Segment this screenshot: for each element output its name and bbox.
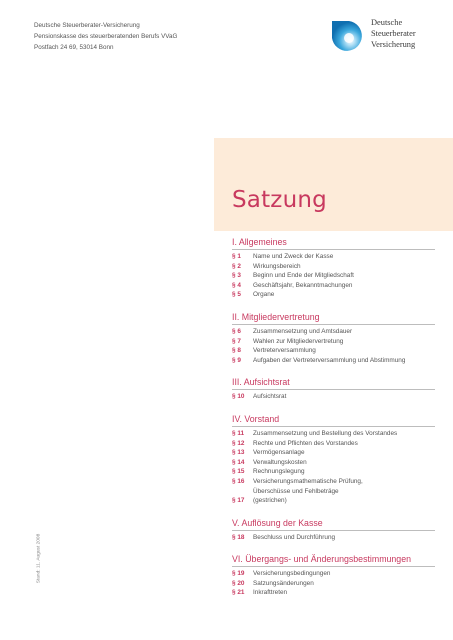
toc-item [232,327,447,337]
paragraph-title: Wirkungsbereich [253,262,301,270]
toc-item [232,252,447,262]
paragraph-number: § 6 [232,327,241,335]
paragraph-number: § 1 [232,253,241,260]
toc-item [232,579,447,589]
section-divider [232,426,435,427]
section-title: I. Allgemeines [232,237,287,247]
paragraph-number: § 12 [232,439,245,447]
paragraph-title: Versicherungsbedingungen [253,570,331,578]
paragraph-title: Beginn und Ende der Mitgliedschaft [253,272,354,280]
paragraph-number: § 16 [232,477,245,485]
section-divider [232,566,435,567]
paragraph-title: Vertreterversammlung [253,347,316,355]
paragraph-title: Verwaltungskosten [253,458,307,466]
toc-item [232,467,447,477]
paragraph-number: § 8 [232,347,241,355]
paragraph-title: Satzungsänderungen [253,579,314,587]
paragraph-title: Rechnungslegung [253,468,305,476]
paragraph-title: Aufgaben der Vertreterversammlung und Abstimmung [253,356,406,364]
toc-item [232,448,447,458]
section-divider [232,389,435,390]
paragraph-title: Zusammensetzung und Amtsdauer [253,327,353,335]
paragraph-number: § 10 [232,393,245,401]
paragraph-title: Zusammensetzung und Bestellung des Vorstandes [253,429,398,437]
toc-item [232,496,447,506]
paragraph-title: Vermögensanlage [253,449,305,457]
paragraph-number: § 13 [232,449,245,457]
toc-item [232,281,447,291]
toc-section [232,376,447,402]
toc-item [232,533,447,543]
toc-item [232,271,447,281]
paragraph-title: Rechte und Pflichten des Vorstandes [253,439,358,447]
section-title: III. Aufsichtsrat [232,377,290,388]
date-stamp: Stand: 11. August 2008 [36,533,42,584]
paragraph-title: Aufsichtsrat [253,393,287,401]
logo-line: Versicherung [371,39,416,49]
page-title: Satzung [232,187,327,213]
paragraph-number: § 2 [232,262,241,270]
org-line: Postfach 24 69, 53014 Bonn [34,44,114,51]
paragraph-number: § 21 [232,589,245,597]
paragraph-number: § 17 [232,497,245,505]
section-title: VI. Übergangs- und Änderungsbestimmungen [232,554,411,565]
paragraph-title: Inkrafttreten [253,589,288,597]
section-title: IV. Vorstand [232,413,280,424]
section-divider [232,324,435,325]
section-divider [232,530,435,531]
toc-item [232,429,447,439]
section-title: V. Auflösung der Kasse [232,517,323,528]
paragraph-number: § 18 [232,533,245,541]
toc-section [232,413,447,506]
paragraph-title: Versicherungsmathematische Prüfung, [253,477,363,485]
org-line: Pensionskasse des steuerberatenden Berufs VVaG [34,33,178,40]
section-title: II. Mitgliedervertretung [232,311,320,322]
toc-section [232,517,447,543]
paragraph-number: § 4 [232,281,241,289]
logo-line: Deutsche [371,18,403,27]
title-band [214,138,453,231]
paragraph-title: Beschluss und Durchführung [253,533,336,541]
toc-item [232,337,447,347]
paragraph-number: § 15 [232,468,245,476]
organization-address [34,20,177,53]
toc-item [232,346,447,356]
toc-item [232,356,447,366]
toc-item [232,290,447,300]
paragraph-number: § 7 [232,337,241,345]
paragraph-title: Wahlen zur Mitgliedervertretung [253,337,344,345]
toc-section [232,311,447,365]
toc-section [232,236,447,300]
org-line: Deutsche Steuerberater-Versicherung [34,22,140,29]
company-logo [328,15,438,57]
logo-drop-icon [328,17,368,57]
table-of-contents [232,236,447,609]
paragraph-number: § 11 [232,429,245,437]
paragraph-number: § 19 [232,570,245,578]
logo-wordmark [371,18,416,50]
toc-section [232,553,447,598]
toc-item [232,477,447,487]
toc-item [232,439,447,449]
paragraph-number: § 14 [232,458,245,466]
section-divider [232,249,435,250]
toc-item [232,458,447,468]
toc-item [232,487,447,497]
paragraph-title: Name und Zweck der Kasse [253,253,334,260]
paragraph-number: § 9 [232,356,241,364]
toc-item [232,262,447,272]
paragraph-number [232,487,253,497]
paragraph-number: § 5 [232,291,241,299]
side-note [34,534,42,586]
paragraph-number: § 3 [232,272,241,280]
toc-item [232,588,447,598]
toc-item [232,569,447,579]
paragraph-title: (gestrichen) [253,497,287,505]
toc-item [232,392,447,402]
paragraph-title: Organe [253,291,275,299]
logo-line: Steuerberater [371,28,416,38]
paragraph-number: § 20 [232,579,245,587]
paragraph-title: Überschüsse und Fehlbeträge [253,487,339,495]
paragraph-title: Geschäftsjahr, Bekanntmachungen [253,281,353,289]
